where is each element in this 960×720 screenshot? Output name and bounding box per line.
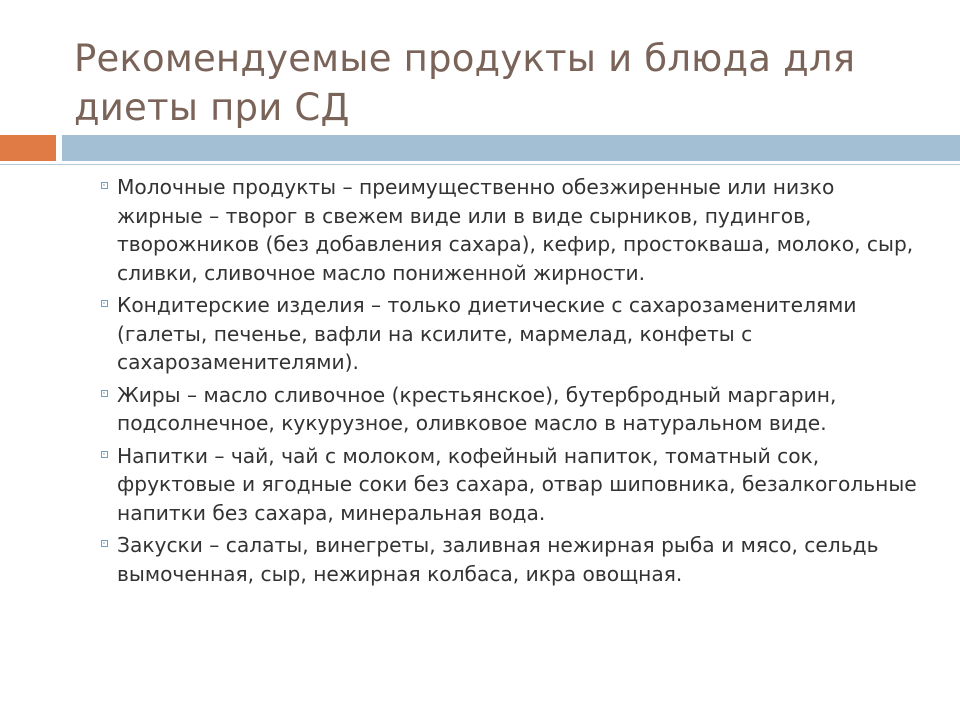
list-item-text: Кондитерские изделия – только диетические с сахарозаменителями (галеты, печенье, вафли на ксилите, мармелад, конфеты с сахарозаменителями).	[117, 293, 857, 374]
square-bullet-icon	[101, 451, 108, 458]
bullet-list	[100, 173, 920, 592]
title-accent-bar-orange	[0, 135, 56, 161]
list-item-text: Напитки – чай, чай с молоком, кофейный напиток, томатный сок, фруктовые и ягодные соки без сахара, отвар шиповника, безалкогольные напитки без сахара, минеральная вода.	[117, 443, 917, 525]
square-bullet-icon	[101, 182, 108, 189]
list-item	[100, 531, 920, 588]
list-item-text: Закуски – салаты, винегреты, заливная нежирная рыба и мясо, сельдь вымоченная, сыр, нежирная колбаса, икра овощная.	[117, 533, 879, 586]
square-bullet-icon	[101, 300, 108, 307]
list-item-text: Жиры – масло сливочное (крестьянское), бутербродный маргарин, подсолнечное, кукурузное, оливковое масло в натуральном виде.	[117, 382, 837, 435]
title-divider-line	[0, 164, 960, 165]
list-item	[100, 291, 920, 377]
square-bullet-icon	[101, 390, 108, 397]
list-item	[100, 173, 920, 287]
list-item	[100, 381, 920, 438]
list-item	[100, 442, 920, 528]
title-accent-bar-blue	[62, 135, 960, 161]
list-item-text: Молочные продукты – преимущественно обезжиренные или низко жирные – творог в свежем виде или в виде сырников, пудингов, творожников (без добавления сахара), кефир, простокваша, молоко, сыр, сливки, сливочное масло пониженной жирности.	[117, 175, 914, 285]
square-bullet-icon	[101, 540, 108, 547]
slide-title: Рекомендуемые продукты и блюда для диеты при СД	[74, 37, 856, 129]
